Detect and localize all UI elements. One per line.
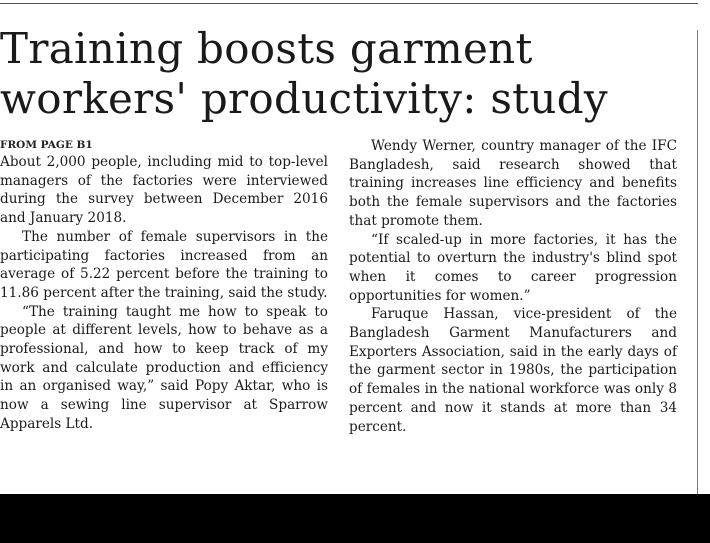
paragraph: Wendy Werner, country manager of the IFC Bangladesh, said research showed that training increases line efficiency and benefits both the female supervisors and the factories that promote them. xyxy=(349,138,677,229)
headline-line-2: workers' productivity: study xyxy=(0,74,608,123)
paragraph: “The training taught me how to speak to people at different levels, how to behave as a professional, and how to keep track of my work and calculate production and efficiency in an organised way,” said Popy Aktar, who is now a sewing line supervisor at Sparrow Apparels Ltd. xyxy=(0,303,328,432)
continued-from-label: FROM PAGE B1 xyxy=(0,139,93,151)
paragraph: Faruque Hassan, vice-president of the Bangladesh Garment Manufacturers and Exporters Association, said in the early days of the garment sector in 1980s, the participation of females in the national workforce was only 8 percent and now it stands at more than 34 percent. xyxy=(349,306,677,435)
paragraph: About 2,000 people, including mid to top-level managers of the factories were interviewed during the survey between December 2016 and January 2018. xyxy=(0,154,328,227)
left-column xyxy=(0,153,328,434)
bottom-black-bar xyxy=(0,494,710,543)
headline-line-1: Training boosts garment xyxy=(0,24,533,73)
paragraph: “If scaled-up in more factories, it has the potential to overturn the industry's blind spot when it comes to career progression opportunities for women.” xyxy=(349,231,677,304)
paragraph: The number of female supervisors in the participating factories increased from an average of 5.22 percent before the training to 11.86 percent after the training, said the study. xyxy=(0,228,328,301)
headline xyxy=(0,24,690,124)
top-rule xyxy=(0,3,698,4)
column-rule xyxy=(697,30,698,494)
right-column xyxy=(349,137,677,436)
